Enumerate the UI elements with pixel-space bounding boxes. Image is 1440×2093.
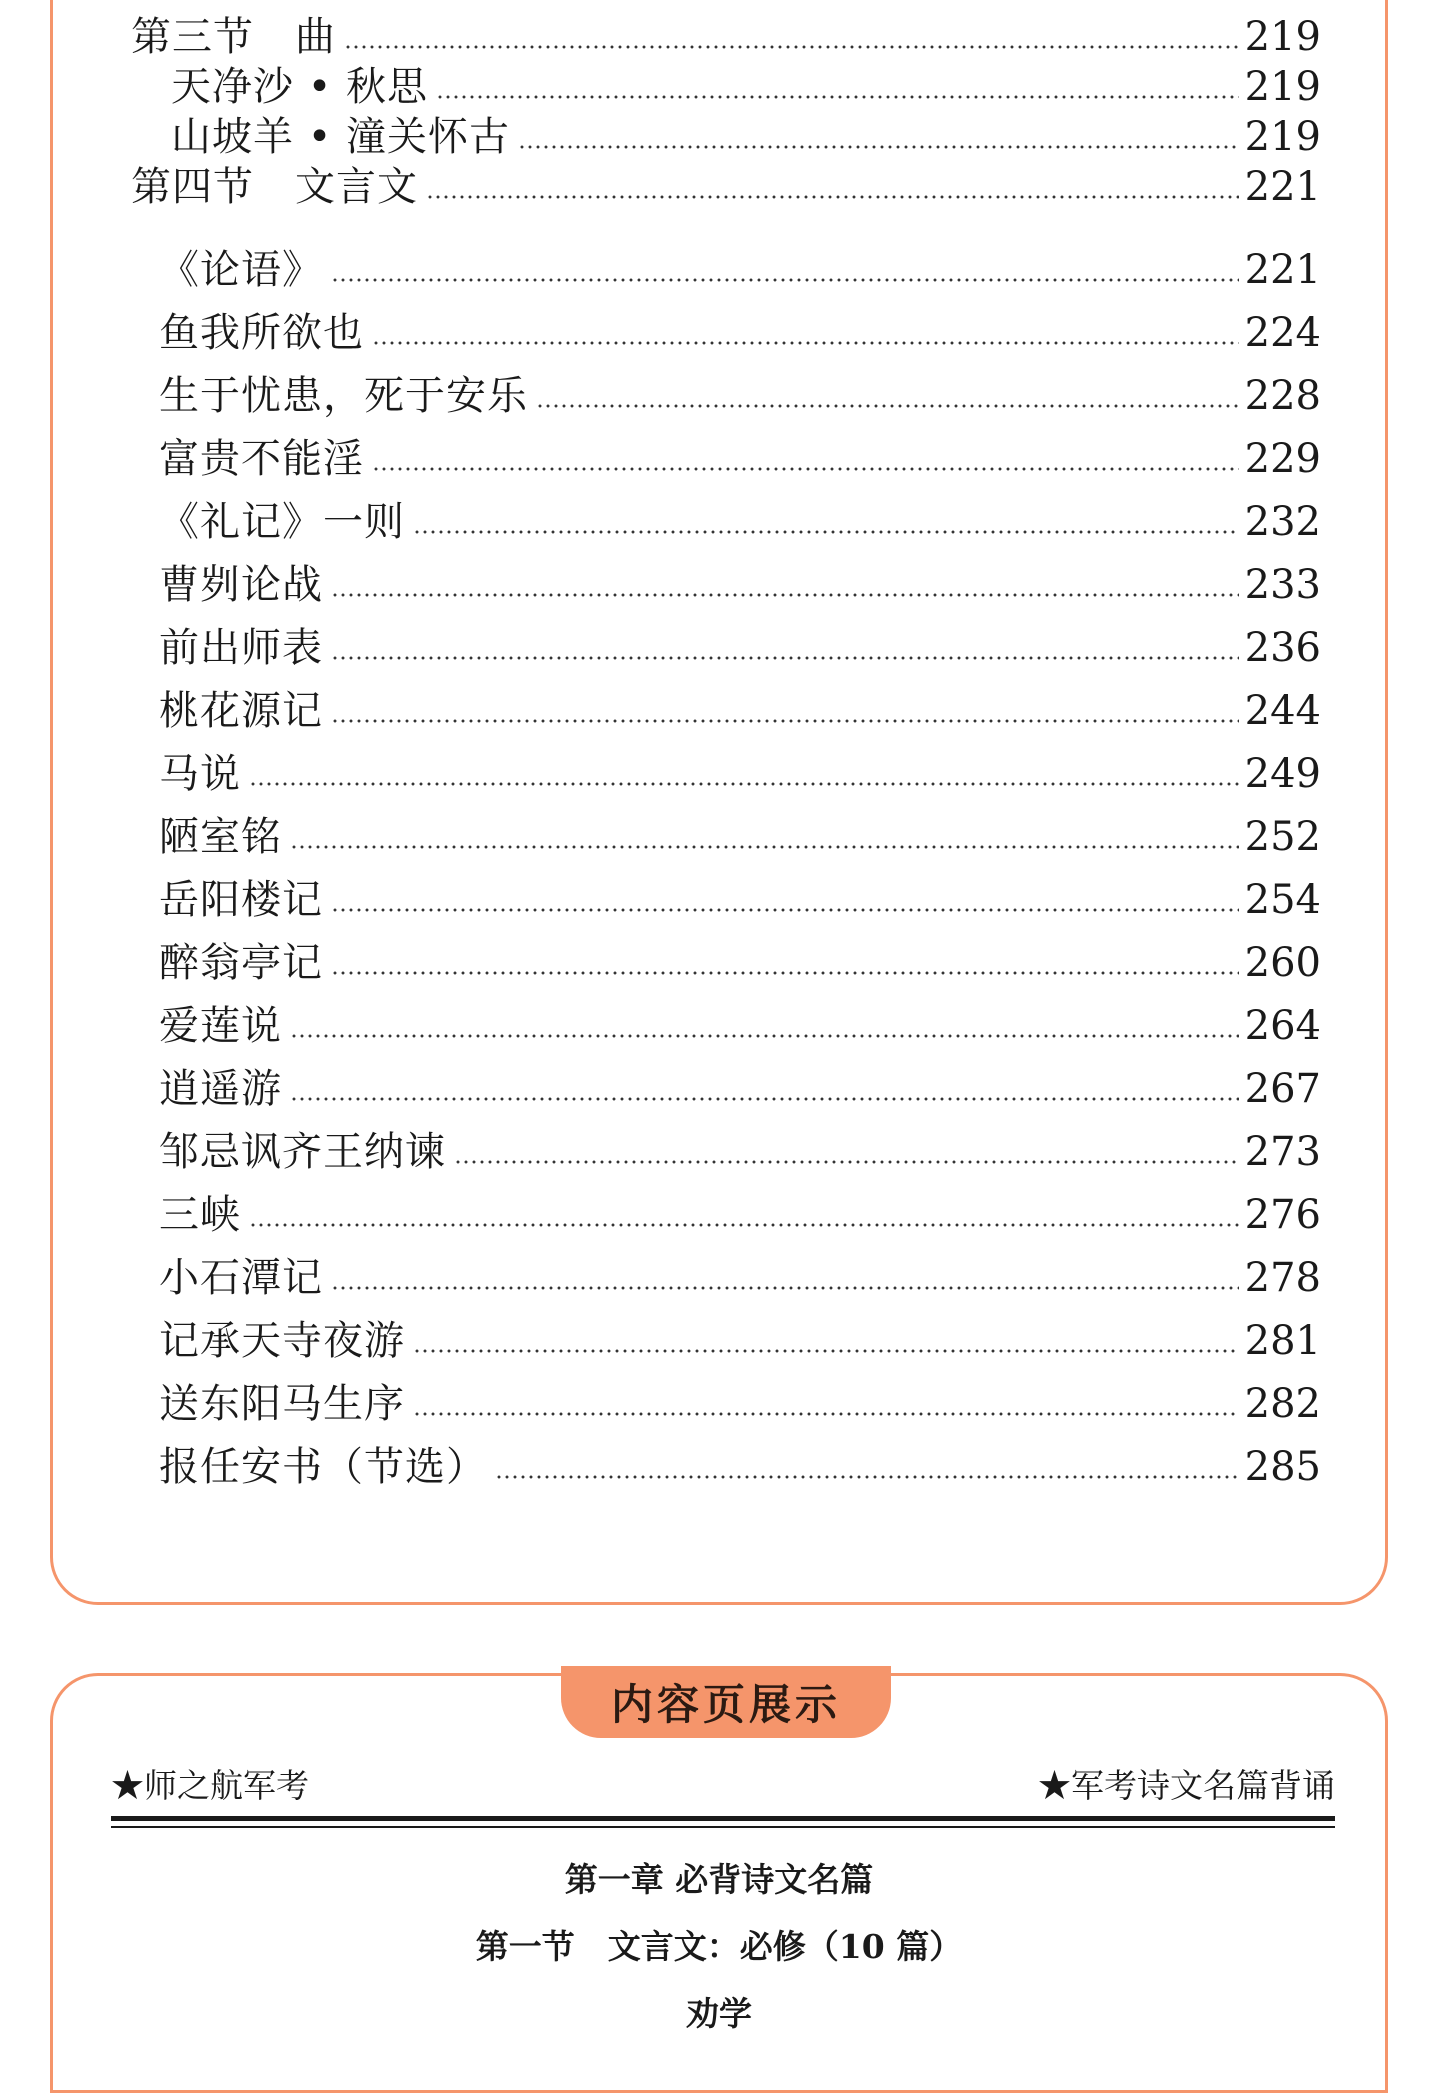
dot-leader	[331, 717, 1239, 725]
toc-page-number: 219	[1244, 114, 1321, 160]
header-rule-thick	[111, 1816, 1335, 1821]
toc-title: 爱莲说	[159, 1003, 282, 1049]
toc-title: 小石潭记	[159, 1255, 323, 1301]
toc-title: 马说	[159, 751, 241, 797]
dot-leader	[413, 1410, 1239, 1418]
dot-leader	[372, 339, 1239, 347]
toc-title: 三峡	[159, 1192, 241, 1238]
toc-row[interactable]	[159, 1191, 1321, 1239]
dot-leader	[372, 465, 1239, 473]
toc-page-number: 228	[1244, 373, 1321, 419]
toc-row[interactable]	[159, 1380, 1321, 1428]
article-title: 劝学	[686, 1994, 752, 2033]
dot-leader	[331, 654, 1239, 662]
toc-row[interactable]	[159, 1317, 1321, 1365]
dot-leader	[436, 93, 1239, 101]
dot-leader	[413, 528, 1239, 536]
toc-title: 逍遥游	[159, 1066, 282, 1112]
toc-row[interactable]	[159, 750, 1321, 798]
toc-row[interactable]	[159, 939, 1321, 987]
dot-leader	[331, 591, 1239, 599]
toc-row[interactable]	[159, 624, 1321, 672]
toc-row[interactable]	[159, 876, 1321, 924]
dot-leader	[249, 1221, 1239, 1229]
toc-page-number: 254	[1244, 877, 1321, 923]
toc-row[interactable]	[159, 246, 1321, 294]
toc-row[interactable]	[159, 435, 1321, 483]
toc-page-number: 229	[1244, 436, 1321, 482]
toc-page-number: 232	[1244, 499, 1321, 545]
toc-row[interactable]	[159, 1254, 1321, 1302]
toc-page-number: 278	[1244, 1255, 1321, 1301]
toc-page-number: 219	[1244, 64, 1321, 110]
toc-page-number: 264	[1244, 1003, 1321, 1049]
dot-leader	[454, 1158, 1239, 1166]
toc-title: 天净沙 • 秋思	[171, 64, 429, 110]
toc-page-number: 233	[1244, 562, 1321, 608]
toc-title: 记承天寺夜游	[159, 1318, 405, 1364]
dot-leader	[249, 780, 1239, 788]
toc-page-number: 282	[1244, 1381, 1321, 1427]
toc-row[interactable]	[159, 1002, 1321, 1050]
toc-row[interactable]	[159, 561, 1321, 609]
dot-leader	[331, 276, 1239, 284]
header-rule-thin	[111, 1826, 1335, 1828]
section-heading: 第一节 文言文：必修（10 篇）	[475, 1927, 963, 1966]
running-header-right: ★军考诗文名篇背诵	[1038, 1766, 1335, 1805]
running-header-left: ★师之航军考	[111, 1766, 309, 1805]
toc-title: 陋室铭	[159, 814, 282, 860]
toc-page-number: 249	[1244, 751, 1321, 797]
dot-leader	[518, 143, 1239, 151]
toc-title: 鱼我所欲也	[159, 310, 364, 356]
toc-row[interactable]	[131, 13, 1321, 61]
toc-page-number: 276	[1244, 1192, 1321, 1238]
toc-page-number: 224	[1244, 310, 1321, 356]
toc-title: 岳阳楼记	[159, 877, 323, 923]
toc-page-number: 244	[1244, 688, 1321, 734]
toc-title: 山坡羊 • 潼关怀古	[171, 114, 511, 160]
content-preview-card	[50, 1673, 1388, 2093]
dot-leader	[495, 1473, 1239, 1481]
dot-leader	[290, 1032, 1239, 1040]
dot-leader	[331, 969, 1239, 977]
toc-row[interactable]	[159, 1065, 1321, 1113]
dot-leader	[331, 906, 1239, 914]
toc-page-number: 260	[1244, 940, 1321, 986]
toc-title: 邹忌讽齐王纳谏	[159, 1129, 446, 1175]
toc-page-number: 236	[1244, 625, 1321, 671]
toc-title: 《礼记》一则	[159, 499, 405, 545]
dot-leader	[344, 43, 1239, 51]
toc-title: 送东阳马生序	[159, 1381, 405, 1427]
toc-title: 曹刿论战	[159, 562, 323, 608]
toc-row[interactable]	[159, 813, 1321, 861]
toc-page-number: 267	[1244, 1066, 1321, 1112]
section-tab	[561, 1666, 891, 1738]
dot-leader	[290, 1095, 1239, 1103]
toc-title: 前出师表	[159, 625, 323, 671]
toc-row[interactable]	[159, 309, 1321, 357]
toc-row[interactable]	[171, 113, 1321, 161]
dot-leader	[331, 1284, 1239, 1292]
toc-row[interactable]	[171, 63, 1321, 111]
toc-page-number: 285	[1244, 1444, 1321, 1490]
dot-leader	[413, 1347, 1239, 1355]
toc-page-number: 221	[1244, 164, 1321, 210]
toc-page-number: 252	[1244, 814, 1321, 860]
table-of-contents-card	[50, 0, 1388, 1605]
toc-page-number: 273	[1244, 1129, 1321, 1175]
toc-title: 第三节 曲	[131, 14, 336, 60]
section-tab-label: 内容页展示	[610, 1680, 841, 1729]
toc-page-number: 281	[1244, 1318, 1321, 1364]
toc-page-number: 221	[1244, 247, 1321, 293]
toc-row[interactable]	[159, 498, 1321, 546]
toc-title: 报任安书（节选）	[159, 1444, 487, 1490]
toc-row[interactable]	[131, 163, 1321, 211]
dot-leader	[426, 193, 1239, 201]
toc-title: 桃花源记	[159, 688, 323, 734]
toc-row[interactable]	[159, 372, 1321, 420]
dot-leader	[290, 843, 1239, 851]
toc-title: 醉翁亭记	[159, 940, 323, 986]
toc-row[interactable]	[159, 1443, 1321, 1491]
dot-leader	[536, 402, 1239, 410]
toc-title: 第四节 文言文	[131, 164, 418, 210]
toc-title: 《论语》	[159, 247, 323, 293]
toc-row[interactable]	[159, 1128, 1321, 1176]
toc-page-number: 219	[1244, 14, 1321, 60]
toc-row[interactable]	[159, 687, 1321, 735]
chapter-heading: 第一章 必背诗文名篇	[564, 1860, 874, 1899]
toc-title: 富贵不能淫	[159, 436, 364, 482]
toc-title: 生于忧患，死于安乐	[159, 373, 528, 419]
